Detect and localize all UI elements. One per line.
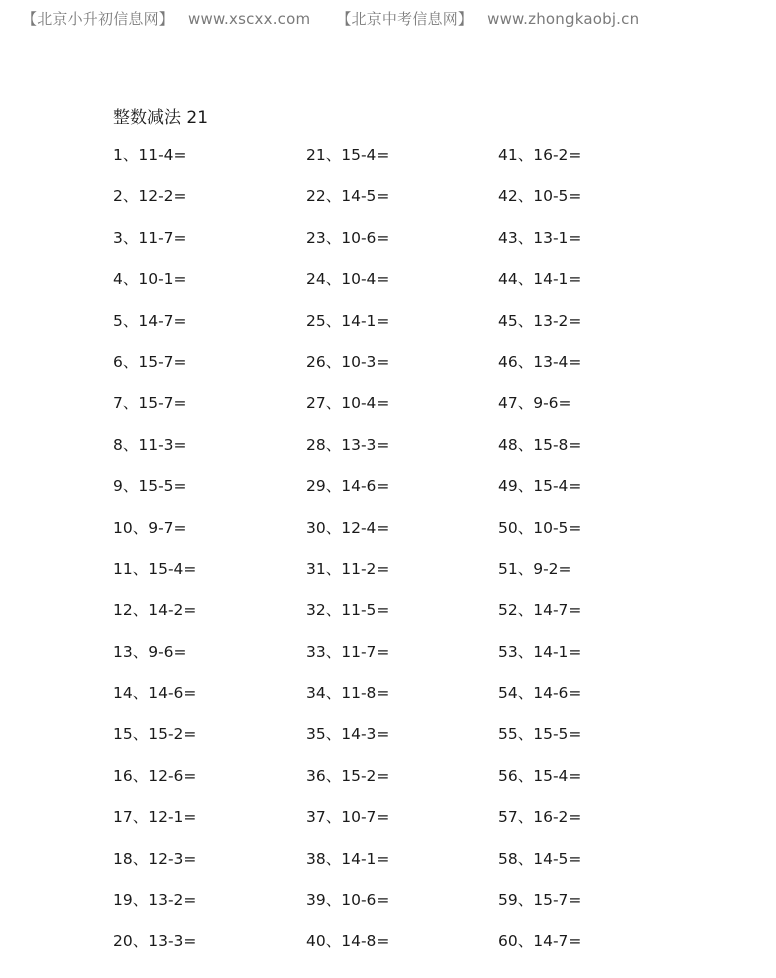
- problem-item: 50、10-5=: [498, 518, 582, 537]
- site2-name: 【北京中考信息网】: [336, 10, 474, 28]
- problem-item: 14、14-6=: [113, 684, 197, 703]
- problem-item: 38、14-1=: [306, 849, 390, 868]
- problem-item: 57、16-2=: [498, 808, 582, 827]
- problem-item: 55、15-5=: [498, 725, 582, 744]
- problem-item: 8、11-3=: [113, 435, 187, 454]
- problem-grid: [113, 144, 658, 972]
- problem-item: 3、11-7=: [113, 228, 187, 247]
- problem-item: 2、12-2=: [113, 187, 187, 206]
- problem-item: 42、10-5=: [498, 187, 582, 206]
- problem-item: 29、14-6=: [306, 477, 390, 496]
- problem-item: 59、15-7=: [498, 891, 582, 910]
- problem-item: 35、14-3=: [306, 725, 390, 744]
- problem-item: 48、15-8=: [498, 435, 582, 454]
- problem-item: 4、10-1=: [113, 270, 187, 289]
- problem-item: 7、15-7=: [113, 394, 187, 413]
- problem-item: 10、9-7=: [113, 518, 187, 537]
- problem-item: 11、15-4=: [113, 559, 197, 578]
- site1-name: 【北京小升初信息网】: [22, 10, 175, 28]
- problem-item: 13、9-6=: [113, 642, 187, 661]
- site1-url[interactable]: www.xscxx.com: [188, 10, 311, 28]
- problem-item: 53、14-1=: [498, 642, 582, 661]
- problem-item: 41、16-2=: [498, 146, 582, 164]
- problem-item: 32、11-5=: [306, 601, 390, 620]
- problem-item: 16、12-6=: [113, 766, 197, 785]
- page-header: [22, 8, 639, 29]
- problem-item: 56、15-4=: [498, 766, 582, 785]
- problem-item: 5、14-7=: [113, 311, 187, 330]
- problem-item: 28、13-3=: [306, 435, 390, 454]
- problem-item: 30、12-4=: [306, 518, 390, 537]
- problem-item: 22、14-5=: [306, 187, 390, 206]
- problem-item: 34、11-8=: [306, 684, 390, 703]
- problem-item: 36、15-2=: [306, 766, 390, 785]
- problem-item: 45、13-2=: [498, 311, 582, 330]
- problem-item: 23、10-6=: [306, 228, 390, 247]
- problem-item: 17、12-1=: [113, 808, 197, 827]
- problem-item: 15、15-2=: [113, 725, 197, 744]
- problem-item: 25、14-1=: [306, 311, 390, 330]
- problem-item: 44、14-1=: [498, 270, 582, 289]
- problem-item: 52、14-7=: [498, 601, 582, 620]
- problem-item: 58、14-5=: [498, 849, 582, 868]
- problem-item: 31、11-2=: [306, 559, 390, 578]
- problem-item: 6、15-7=: [113, 352, 187, 371]
- problem-item: 49、15-4=: [498, 477, 582, 496]
- problem-item: 46、13-4=: [498, 352, 582, 371]
- worksheet-title: 整数减法 21: [113, 108, 209, 128]
- problem-item: 18、12-3=: [113, 849, 197, 868]
- problem-item: 37、10-7=: [306, 808, 390, 827]
- problem-item: 40、14-8=: [306, 932, 390, 951]
- problem-item: 20、13-3=: [113, 932, 197, 951]
- problem-item: 47、9-6=: [498, 394, 572, 413]
- problem-item: 27、10-4=: [306, 394, 390, 413]
- problem-item: 1、11-4=: [113, 146, 187, 164]
- problem-item: 26、10-3=: [306, 352, 390, 371]
- problem-item: 19、13-2=: [113, 891, 197, 910]
- problem-item: 43、13-1=: [498, 228, 582, 247]
- problem-item: 12、14-2=: [113, 601, 197, 620]
- problem-item: 60、14-7=: [498, 932, 582, 951]
- problem-item: 51、9-2=: [498, 559, 572, 578]
- problem-item: 21、15-4=: [306, 146, 390, 164]
- problem-item: 54、14-6=: [498, 684, 582, 703]
- site2-url[interactable]: www.zhongkaobj.cn: [487, 10, 640, 28]
- problem-item: 24、10-4=: [306, 270, 390, 289]
- problem-item: 9、15-5=: [113, 477, 187, 496]
- problem-item: 39、10-6=: [306, 891, 390, 910]
- problem-item: 33、11-7=: [306, 642, 390, 661]
